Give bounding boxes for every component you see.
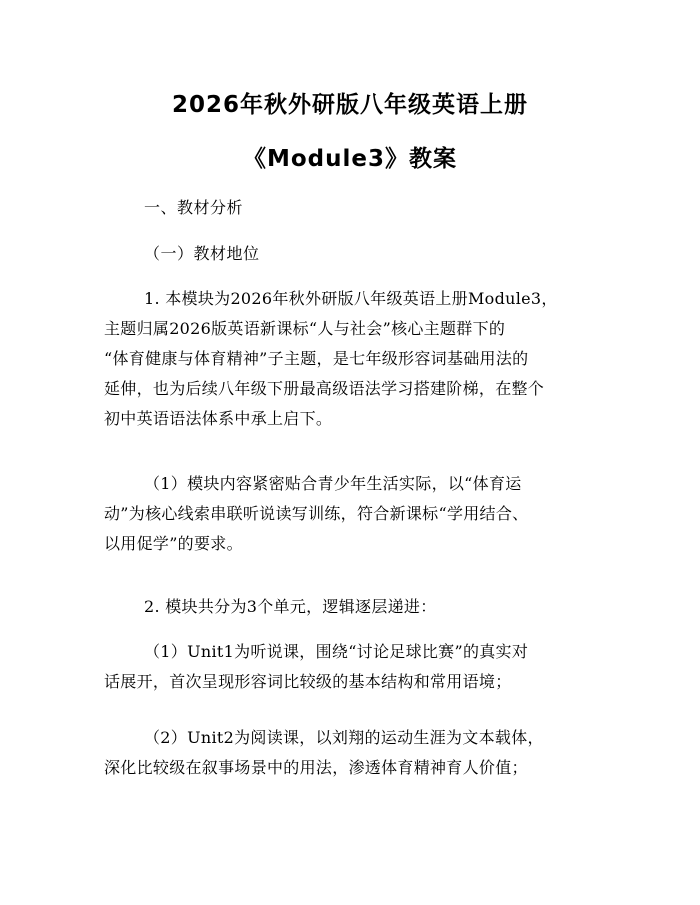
paragraph-line: 2. 模块共分为3个单元，逻辑逐层递进： <box>144 597 437 616</box>
paragraph-line: （1）Unit1为听说课，围绕“讨论足球比赛”的真实对 <box>144 642 529 661</box>
paragraph-line: （2）Unit2为阅读课，以刘翔的运动生涯为文本载体， <box>144 728 544 747</box>
paragraph-line: 动”为核心线索串联听说读写训练，符合新课标“学用结合、 <box>104 504 529 523</box>
paragraph-line: 话展开，首次呈现形容词比较级的基本结构和常用语境； <box>104 672 512 691</box>
paragraph-unit1 <box>104 637 604 697</box>
paragraph-line: （1）模块内容紧密贴合青少年生活实际，以“体育运 <box>144 474 522 493</box>
paragraph-line: 主题归属2026版英语新课标“人与社会”核心主题群下的 <box>104 319 506 338</box>
paragraph-module-content <box>104 469 604 559</box>
paragraph-line: 以用促学”的要求。 <box>104 534 243 553</box>
paragraph-line: “体育健康与体育精神”子主题，是七年级形容词基础用法的 <box>104 349 529 368</box>
subsection-heading-textbook-position: （一）教材地位 <box>144 244 260 263</box>
paragraph-module-units <box>104 592 604 622</box>
document-title-line-1: 2026年秋外研版八年级英语上册 <box>171 92 528 118</box>
paragraph-line: 深化比较级在叙事场景中的用法，渗透体育精神育人价值； <box>104 758 528 777</box>
section-heading-textbook-analysis: 一、教材分析 <box>144 198 244 217</box>
paragraph-module-overview <box>104 284 604 434</box>
paragraph-unit2 <box>104 723 604 783</box>
paragraph-line: 初中英语语法体系中承上启下。 <box>104 409 333 428</box>
paragraph-line: 1. 本模块为2026年秋外研版八年级英语上册Module3， <box>144 289 558 308</box>
paragraph-line: 延伸，也为后续八年级下册最高级语法学习搭建阶梯，在整个 <box>104 379 545 398</box>
document-title-line-2: 《Module3》教案 <box>242 146 457 172</box>
